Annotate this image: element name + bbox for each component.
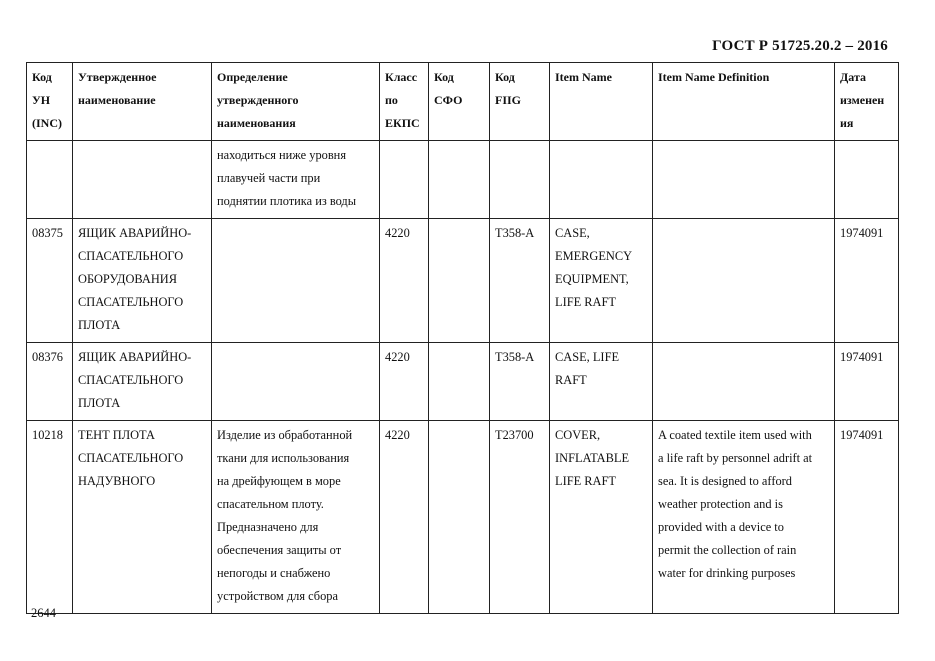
cell-approved-name: ЯЩИК АВАРИЙНО- СПАСАТЕЛЬНОГО ПЛОТА xyxy=(73,343,212,421)
cell-item-name: COVER, INFLATABLE LIFE RAFT xyxy=(550,421,653,614)
table-row xyxy=(27,421,899,614)
table-row xyxy=(27,343,899,421)
cell-item-definition xyxy=(653,219,835,343)
cell-inc: 08376 xyxy=(27,343,73,421)
cell-item-definition xyxy=(653,141,835,219)
cell-definition: Изделие из обработанной ткани для использования на дрейфующем в море спасательном плоту. Предназначено для обеспечения защиты от непогоды и снабжено устройством для сбора xyxy=(212,421,380,614)
cell-item-name: CASE, LIFE RAFT xyxy=(550,343,653,421)
cell-class-ekps: 4220 xyxy=(380,421,429,614)
col-header-date: Дата изменен ия xyxy=(835,63,899,141)
page-number: 2644 xyxy=(31,606,56,620)
cell-date: 1974091 xyxy=(835,421,899,614)
cell-item-definition xyxy=(653,343,835,421)
cell-code-fiig: T23700 xyxy=(490,421,550,614)
cell-definition: находиться ниже уровня плавучей части при поднятии плотика из воды xyxy=(212,141,380,219)
cell-item-definition: A coated textile item used with a life raft by personnel adrift at sea. It is designed to afford weather protection and is provided with a device to permit the collection of rain water for drinking purposes xyxy=(653,421,835,614)
cell-inc: 08375 xyxy=(27,219,73,343)
col-header-class-ekps: Класс по ЕКПС xyxy=(380,63,429,141)
cell-code-fiig: T358-A xyxy=(490,343,550,421)
data-table xyxy=(26,62,899,614)
cell-inc xyxy=(27,141,73,219)
standard-title: ГОСТ Р 51725.20.2 – 2016 xyxy=(712,38,888,54)
cell-class-ekps: 4220 xyxy=(380,343,429,421)
cell-approved-name xyxy=(73,141,212,219)
cell-inc: 10218 xyxy=(27,421,73,614)
cell-class-ekps xyxy=(380,141,429,219)
col-header-item-definition: Item Name Definition xyxy=(653,63,835,141)
col-header-inc: Код УН (INC) xyxy=(27,63,73,141)
cell-definition xyxy=(212,343,380,421)
cell-date: 1974091 xyxy=(835,343,899,421)
table-row xyxy=(27,219,899,343)
cell-date: 1974091 xyxy=(835,219,899,343)
col-header-code-sfo: Код СФО xyxy=(429,63,490,141)
cell-code-sfo xyxy=(429,343,490,421)
cell-code-fiig xyxy=(490,141,550,219)
cell-item-name xyxy=(550,141,653,219)
cell-code-sfo xyxy=(429,421,490,614)
cell-code-sfo xyxy=(429,219,490,343)
table-header-row xyxy=(27,63,899,141)
cell-code-sfo xyxy=(429,141,490,219)
col-header-code-fiig: Код FIIG xyxy=(490,63,550,141)
table-row xyxy=(27,141,899,219)
col-header-approved-name: Утвержденное наименование xyxy=(73,63,212,141)
cell-code-fiig: T358-A xyxy=(490,219,550,343)
col-header-definition: Определение утвержденного наименования xyxy=(212,63,380,141)
cell-date xyxy=(835,141,899,219)
cell-approved-name: ТЕНТ ПЛОТА СПАСАТЕЛЬНОГО НАДУВНОГО xyxy=(73,421,212,614)
cell-approved-name: ЯЩИК АВАРИЙНО- СПАСАТЕЛЬНОГО ОБОРУДОВАНИЯ СПАСАТЕЛЬНОГО ПЛОТА xyxy=(73,219,212,343)
cell-definition xyxy=(212,219,380,343)
col-header-item-name: Item Name xyxy=(550,63,653,141)
cell-class-ekps: 4220 xyxy=(380,219,429,343)
cell-item-name: CASE, EMERGENCY EQUIPMENT, LIFE RAFT xyxy=(550,219,653,343)
